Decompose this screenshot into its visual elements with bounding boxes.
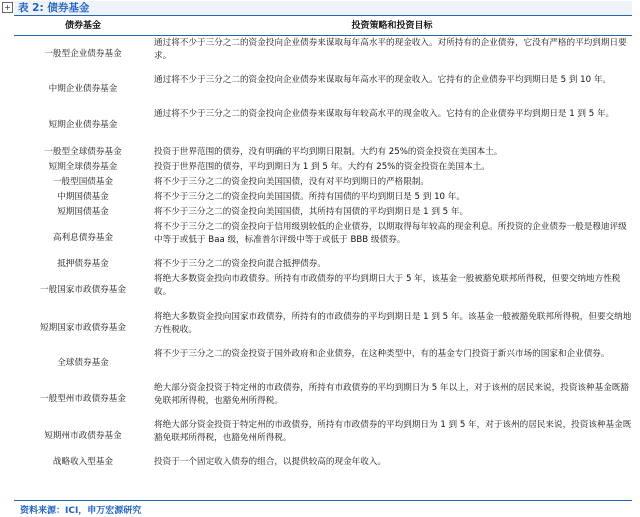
strategy-cell: 将不少于三分之二的资金投向美国国债，其所持有国债的平均到期日是 1 到 5 年。 <box>154 207 469 217</box>
table-row <box>14 381 632 418</box>
table-row <box>14 257 632 272</box>
strategy-cell: 投资于一个固定收入债券的组合，以提供较高的现金年收入。 <box>154 457 387 467</box>
strategy-cell: 绝大部分资金投资于特定州的市政债券，所持有市政债券的平均到期日为 5 年以上，对于该州的居民来说，投资该种基金既豁免联邦所得税，也豁免州所得税。 <box>154 383 629 407</box>
strategy-cell: 将不少于三分之二的资金投向美国国债，没有对平均到期日的严格限制。 <box>154 177 430 187</box>
header-strategy: 投资策略和投资目标 <box>351 21 433 31</box>
table-row <box>14 310 632 347</box>
table-caption: 表 2: 债券基金 <box>14 1 632 16</box>
table-row <box>14 36 632 73</box>
table-row <box>14 145 632 160</box>
strategy-cell: 投资于世界范围的债券，平均到期日为 1 到 5 年。大约有 25%的资金投资在美国本土。 <box>154 162 490 172</box>
fund-type-cell: 中期企业债券基金 <box>48 84 118 95</box>
table-body <box>14 36 632 470</box>
fund-type-cell: 短期州市政债券基金 <box>44 430 122 441</box>
strategy-cell: 将不少于三分之二的资金投向于信用级别较低的企业债券，以期取得每年较高的现金利息。所投资的企业债券一般是穆迪评级中等于或低于 Baa 级，标准普尔评级中等于或低于 BBB 级债券。 <box>154 222 627 246</box>
fund-type-cell: 短期企业债券基金 <box>48 120 118 131</box>
fund-type-cell: 一般国家市政债券基金 <box>40 285 126 296</box>
table-row <box>14 175 632 190</box>
table-row <box>14 205 632 220</box>
fund-type-cell: 一般型企业债券基金 <box>44 48 122 59</box>
table-move-handle-icon[interactable]: + <box>2 2 13 13</box>
strategy-cell: 将绝大部分资金投资于特定州的市政债券，所持有市政债券的平均到期日为 1 到 5 年，对于该州的居民来说，投资该种基金既豁免联邦所得税，也豁免州所得税。 <box>154 420 632 444</box>
table-row <box>14 455 632 470</box>
header-fund-type: 债券基金 <box>64 21 101 31</box>
fund-type-cell: 全球债券基金 <box>57 358 109 369</box>
table-row <box>14 107 632 145</box>
strategy-cell: 将不少于三分之二的资金投向混合抵押债券。 <box>154 259 326 269</box>
fund-type-cell: 战略收入型基金 <box>52 456 114 467</box>
strategy-cell: 将不少于三分之二的资金投资于国外政府和企业债券，在这种类型中，有的基金专门投资于新兴市场的国家和企业债券。 <box>154 349 610 359</box>
fund-type-cell: 高利息债券基金 <box>52 232 114 243</box>
fund-type-cell: 短期国家市政债券基金 <box>40 322 126 333</box>
table-header-row <box>14 18 632 36</box>
strategy-cell: 将绝大多数资金投向市政债券。所持有市政债券的平均到期日大于 5 年，该基金一般被豁免联邦所得税，但要交纳地方性税收。 <box>154 274 621 298</box>
footer-divider <box>14 500 632 501</box>
strategy-cell: 将绝大多数资金投向国家市政债券，所持有的市政债券的平均到期日是 1 到 5 年。该基金一般被豁免联邦所得税，但要交纳地方性税收。 <box>154 312 632 336</box>
fund-type-cell: 一般型州市政债券基金 <box>40 393 126 404</box>
table-row <box>14 347 632 381</box>
table-row <box>14 190 632 205</box>
table-row <box>14 160 632 175</box>
strategy-cell: 通过将不少于三分之二的资金投向企业债券来谋取每年较高水平的现金收入。它持有的企业债券平均到期日是 1 到 5 年。 <box>154 109 615 119</box>
table-row <box>14 272 632 310</box>
bond-fund-table <box>14 18 632 470</box>
strategy-cell: 通过将不少于三分之二的资金投向企业债券来谋取每年高水平的现金收入。它持有的企业债券平均到期日是 5 到 10 年。 <box>154 75 612 85</box>
table-row <box>14 73 632 107</box>
table-row <box>14 220 632 257</box>
strategy-cell: 投资于世界范围的债券，没有明确的平均到期日限制。大约有 25%的资金投资在美国本土。 <box>154 147 503 157</box>
fund-type-cell: 一般型国债基金 <box>52 176 114 187</box>
fund-type-cell: 中期国债基金 <box>57 191 109 202</box>
fund-type-cell: 抵押债券基金 <box>57 258 109 269</box>
strategy-cell: 将不少于三分之二的资金投向美国国债。所持有国债的平均到期日是 5 到 10 年。 <box>154 192 465 202</box>
fund-type-cell: 一般型全球债券基金 <box>44 146 122 157</box>
fund-type-cell: 短期国债基金 <box>57 206 109 217</box>
source-note: 资料来源：ICI，申万宏源研究 <box>20 506 142 516</box>
table-row <box>14 418 632 455</box>
strategy-cell: 通过将不少于三分之二的资金投向企业债券来谋取每年高水平的现金收入。对所持有的企业债券，它没有严格的平均到期日要求。 <box>154 38 627 62</box>
fund-type-cell: 短期全球债券基金 <box>48 161 118 172</box>
